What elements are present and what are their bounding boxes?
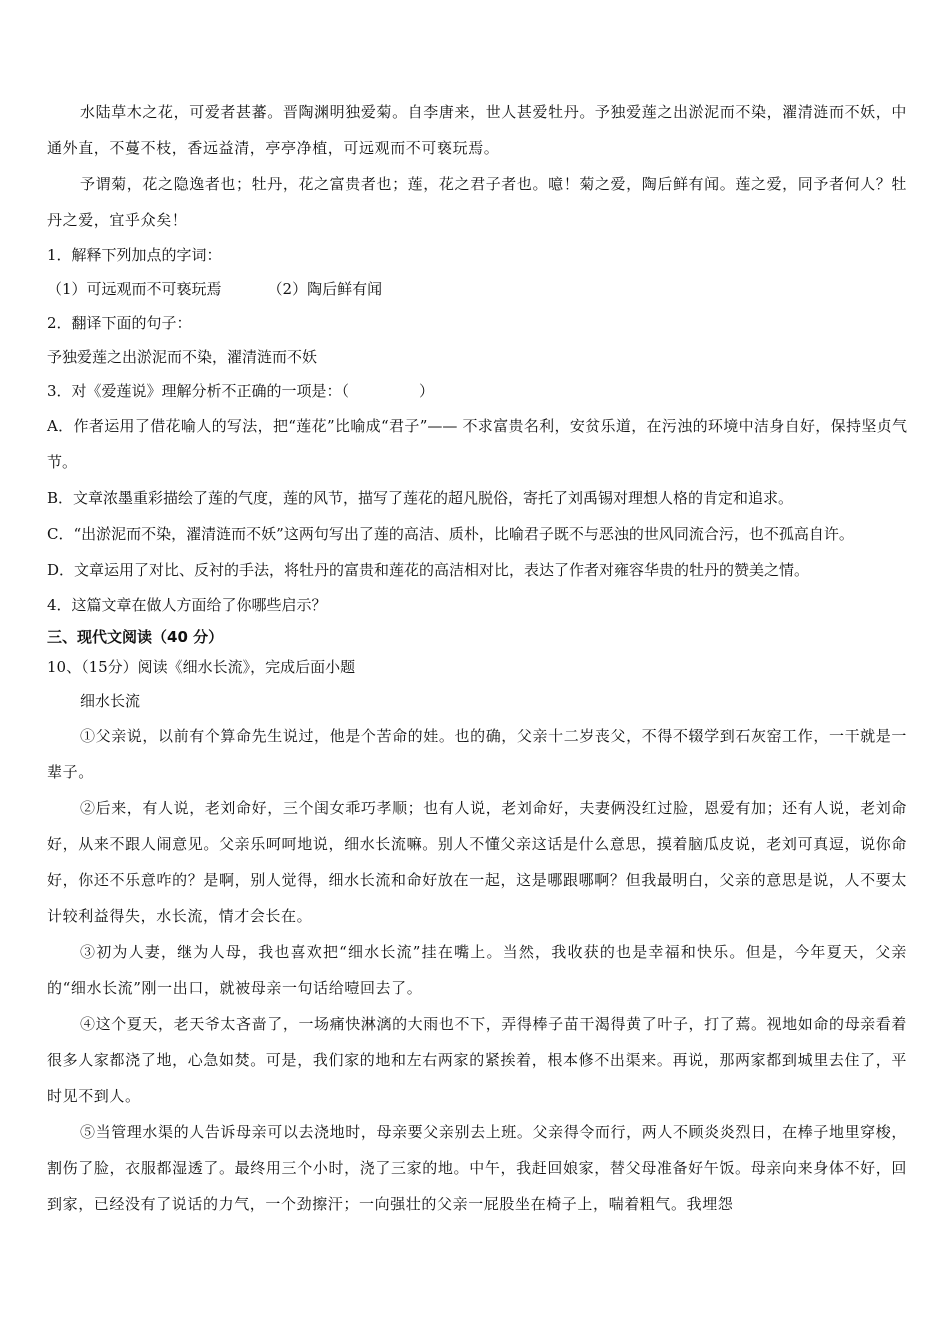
- article-title: 细水长流: [80, 692, 141, 710]
- question-1-item-2: （2）陶后鲜有闻: [267, 280, 383, 298]
- question-3-option-a: A．作者运用了借花喻人的写法，把“莲花”比喻成“君子”—— 不求富贵名利，安贫乐道，在污浊的环境中洁身自好，保持坚贞气节。: [47, 417, 907, 471]
- question-1-item-1: （1）可远观而不可亵玩焉: [47, 280, 222, 298]
- question-10-stem: 10、（15分）阅读《细水长流》，完成后面小题: [47, 658, 356, 676]
- question-2-sentence: 予独爱莲之出淤泥而不染，濯清涟而不妖: [47, 348, 318, 366]
- exam-page: [47, 94, 907, 1222]
- article-paragraph-4: ④这个夏天，老天爷太吝啬了，一场痛快淋漓的大雨也不下，弄得棒子苗干渴得黄了叶子，打了蔫。视地如命的母亲看着很多人家都浇了地，心急如焚。可是，我们家的地和左右两家的紧挨着，根本修不出渠来。再说，那两家都到城里去住了，平时见不到人。: [47, 1015, 907, 1105]
- question-3-option-d: D．文章运用了对比、反衬的手法，将牡丹的富贵和莲花的高洁相对比，表达了作者对雍容华贵的牡丹的赞美之情。: [47, 561, 810, 579]
- question-4-stem: 4．这篇文章在做人方面给了你哪些启示？: [47, 596, 327, 614]
- article-paragraph-2: ②后来，有人说，老刘命好，三个闺女乖巧孝顺；也有人说，老刘命好，夫妻俩没红过脸，恩爱有加；还有人说，老刘命好，从来不跟人闹意见。父亲乐呵呵地说，细水长流嘛。别人不懂父亲这话是什么意思，摸着脑瓜皮说，老刘可真逗，说你命好，你还不乐意咋的？是啊，别人觉得，细水长流和命好放在一起，这是哪跟哪啊？但我最明白，父亲的意思是说，人不要太计较利益得失，水长流，情才会长在。: [47, 799, 907, 925]
- question-3-option-c: C．“出淤泥而不染，濯清涟而不妖”这两句写出了莲的高洁、质朴，比喻君子既不与恶浊的世风同流合污，也不孤高自许。: [47, 525, 854, 543]
- classical-paragraph-2: 予谓菊，花之隐逸者也；牡丹，花之富贵者也；莲，花之君子者也。噫！菊之爱，陶后鲜有闻。莲之爱，同予者何人？牡丹之爱，宜乎众矣！: [47, 175, 907, 229]
- article-paragraph-3: ③初为人妻，继为人母，我也喜欢把“细水长流”挂在嘴上。当然，我收获的也是幸福和快乐。但是，今年夏天，父亲的“细水长流”刚一出口，就被母亲一句话给噎回去了。: [47, 943, 907, 997]
- question-3-stem: [47, 374, 907, 408]
- question-3-stem-suffix: ）: [419, 382, 435, 400]
- question-1-items: [47, 272, 907, 306]
- question-3-stem-prefix: 3．对《爱莲说》理解分析不正确的一项是：（: [47, 382, 350, 400]
- classical-paragraph-1: 水陆草木之花，可爱者甚蕃。晋陶渊明独爱菊。自李唐来，世人甚爱牡丹。予独爱莲之出淤泥而不染，濯清涟而不妖，中通外直，不蔓不枝，香远益清，亭亭净植，可远观而不可亵玩焉。: [47, 103, 907, 157]
- question-3-option-b: B．文章浓墨重彩描绘了莲的气度，莲的风节，描写了莲花的超凡脱俗，寄托了刘禹锡对理想人格的肯定和追求。: [47, 489, 794, 507]
- question-1-stem: 1．解释下列加点的字词：: [47, 246, 222, 264]
- article-paragraph-5: ⑤当管理水渠的人告诉母亲可以去浇地时，母亲要父亲别去上班。父亲得令而行，两人不顾炎炎烈日，在棒子地里穿梭，割伤了脸，衣服都湿透了。最终用三个小时，浇了三家的地。中午，我赶回娘家，替父母准备好午饭。母亲向来身体不好，回到家，已经没有了说话的力气，一个劲擦汗；一向强壮的父亲一屁股坐在椅子上，喘着粗气。我埋怨: [47, 1123, 907, 1213]
- article-paragraph-1: ①父亲说，以前有个算命先生说过，他是个苦命的娃。也的确，父亲十二岁丧父，不得不辍学到石灰窑工作，一干就是一辈子。: [47, 727, 907, 781]
- section-title: 三、现代文阅读（40 分）: [47, 628, 224, 646]
- question-2-stem: 2．翻译下面的句子：: [47, 314, 192, 332]
